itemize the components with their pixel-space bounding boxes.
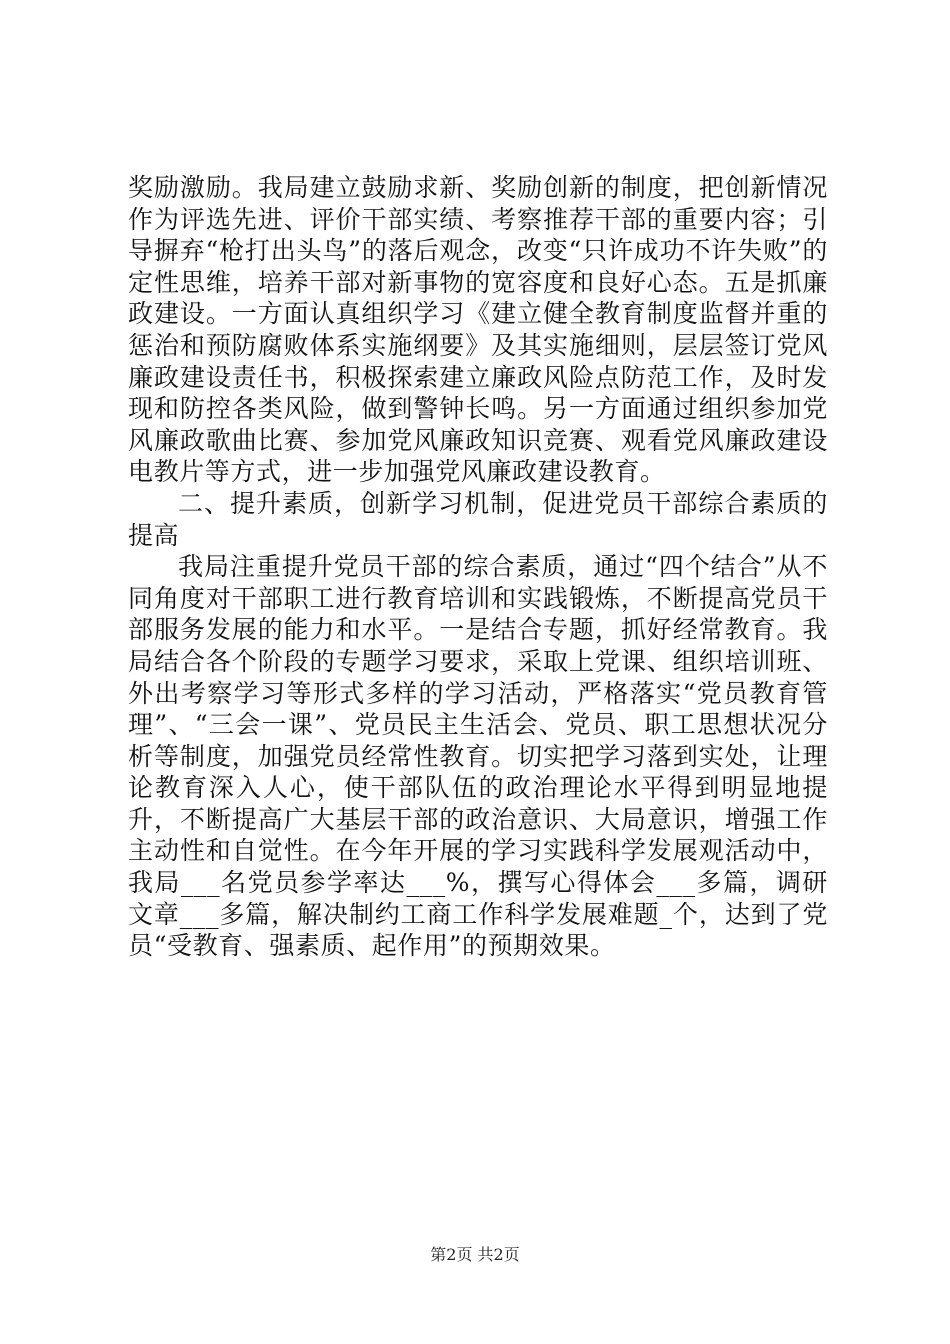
document-body [128, 172, 828, 962]
section-heading-2: 二、提升素质，创新学习机制，促进党员干部综合素质的提高 [128, 488, 828, 550]
paragraph-quality-improvement: 我局注重提升党员干部的综合素质，通过“四个结合”从不同角度对干部职工进行教育培训和实践锻炼，不断提高党员干部服务发展的能力和水平。一是结合专题，抓好经常教育。我局结合各个阶段的专题学习要求，采取上党课、组织培训班、外出考察学习等形式多样的学习活动，严格落实“党员教育管理”、“三会一课”、党员民主生活会、党员、职工思想状况分析等制度，加强党员经常性教育。切实把学习落到实处，让理论教育深入人心，使干部队伍的政治理论水平得到明显地提升，不断提高广大基层干部的政治意识、大局意识，增强工作主动性和自觉性。在今年开展的学习实践科学发展观活动中，我局___名党员参学率达___%，撰写心得体会___多篇，调研文章___多篇，解决制约工商工作科学发展难题_个，达到了党员“受教育、强素质、起作用”的预期效果。 [128, 552, 828, 961]
paragraph-reward-incentive: 奖励激励。我局建立鼓励求新、奖励创新的制度，把创新情况作为评选先进、评价干部实绩、考察推荐干部的重要内容；引导摒弃“枪打出头鸟”的落后观念，改变“只许成功不许失败”的定性思维，培养干部对新事物的宽容度和良好心态。五是抓廉政建设。一方面认真组织学习《建立健全教育制度监督并重的惩治和预防腐败体系实施纲要》及其实施细则，层层签订党风廉政建设责任书，积极探索建立廉政风险点防范工作，及时发现和防控各类风险，做到警钟长鸣。另一方面通过组织参加党风廉政歌曲比赛、参加党风廉政知识竞赛、观看党风廉政建设电教片等方式，进一步加强党风廉政建设教育。 [128, 173, 828, 487]
page-number-footer: 第2页 共2页 [430, 1245, 520, 1264]
